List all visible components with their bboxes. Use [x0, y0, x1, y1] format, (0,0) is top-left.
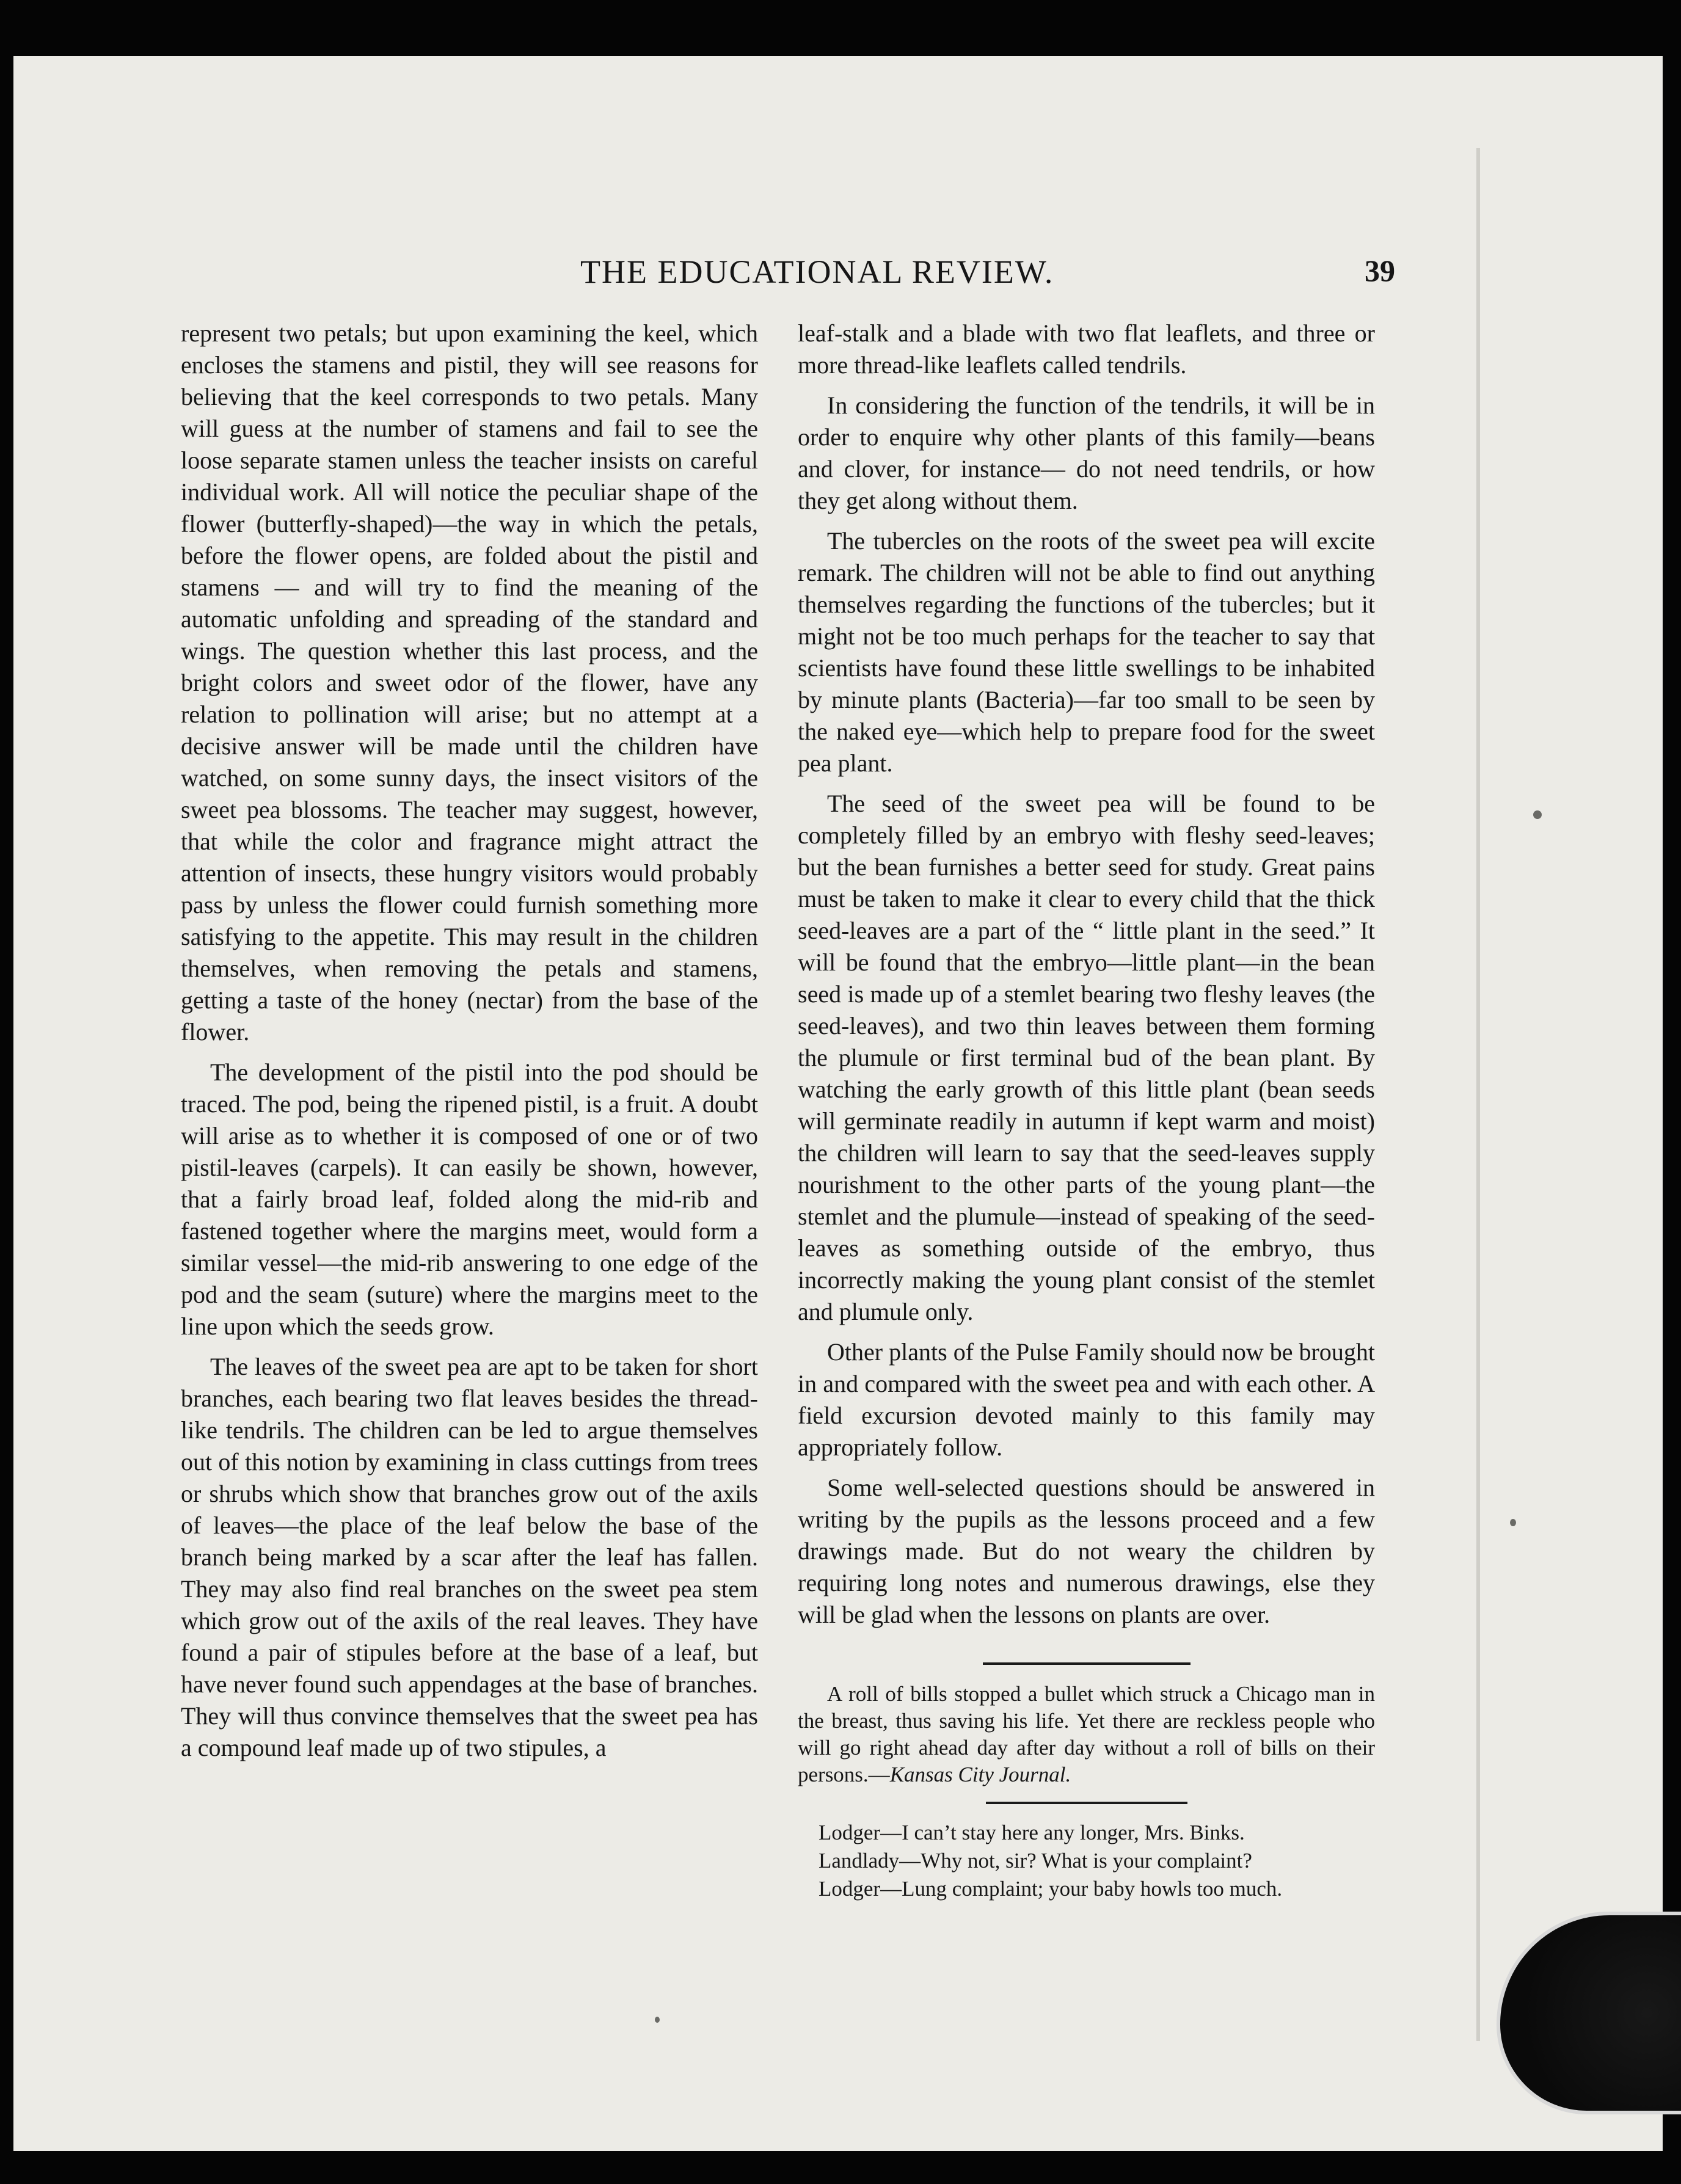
scan-speck [1510, 1519, 1516, 1526]
scan-speck [655, 2017, 660, 2023]
paragraph-questions: Some well-selected questions should be answered in writing by the pupils as the lessons proceed and a few drawings made. But do not weary the children by requiring long notes and numerous drawings, else they will be glad when the lessons on plants are over. [798, 1474, 1375, 1628]
filler-note-bills [798, 1681, 1375, 1788]
dialogue-line: Lodger—Lung complaint; your baby howls too much. [819, 1877, 1283, 1901]
note-source: Kansas City Journal. [889, 1763, 1071, 1786]
paragraph-seed: The seed of the sweet pea will be found to be completely filled by an embryo with fleshy seed-leaves; but the bean furnishes a better seed for study. Great pains must be taken to make it clear to every child that the thick seed-leaves are a part of the “ little plant in the seed.” It will be found that the embryo—little plant—in the bean seed is made up of a stemlet bearing two fleshy leaves (the seed-leaves), and two thin leaves between them forming the plumule or first terminal bud of the bean plant. By watching the early growth of this little plant (bean seeds will germinate readily in autumn if kept warm and moist) the children will learn to say that the seed-leaves supply nourishment to the other parts of the young plant—the stemlet and the plumule—instead of speaking of the seed-leaves as something outside of the embryo, thus incorrectly making the young plant consist of the stemlet and plumule only. [798, 790, 1375, 1325]
page-edge-shadow [1476, 148, 1480, 2041]
divider-rule-short [986, 1802, 1187, 1804]
filler-dialogue [798, 1819, 1375, 1903]
divider-rule [983, 1662, 1191, 1665]
scan-speck [1533, 810, 1542, 819]
running-head: THE EDUCATIONAL REVIEW. [580, 253, 1054, 290]
left-column [181, 318, 758, 1764]
page-number: 39 [1365, 253, 1395, 288]
paragraph-pulse-family: Other plants of the Pulse Family should now be brought in and compared with the sweet pea and with each other. A field excursion devoted mainly to this family may appropriately follow. [798, 1338, 1375, 1461]
paragraph-tubercles: The tubercles on the roots of the sweet pea will excite remark. The children will not be able to find out anything themselves regarding the functions of the tubercles; but it might not be too much perhaps for the teacher to say that scientists have found these little swellings to be inhabited by minute plants (Bacteria)—far too small to be seen by the naked eye—which help to prepare food for the sweet pea plant. [798, 527, 1375, 777]
note-text: A roll of bills stopped a bullet which struck a Chicago man in the breast, thus saving his life. Yet there are reckless people who will go right ahead day after day without a roll of bills on their persons.— [798, 1682, 1375, 1786]
dialogue-line: Landlady—Why not, sir? What is your complaint? [819, 1849, 1252, 1873]
paragraph-pod-development: The development of the pistil into the pod should be traced. The pod, being the ripened pistil, is a fruit. A doubt will arise as to whether it is composed of one or of two pistil-leaves (carpels). It can easily be shown, however, that a fairly broad leaf, folded along the mid-rib and fastened together where the margins meet, would form a similar vessel—the mid-rib answering to one edge of the pod and the seam (suture) where the margins meet to the line upon which the seeds grow. [181, 1058, 758, 1340]
dialogue-line: Lodger—I can’t stay here any longer, Mrs. Binks. [819, 1821, 1245, 1844]
paragraph-leaf-stalk: leaf-stalk and a blade with two flat leaflets, and three or more thread-like leaflets called tendrils. [798, 319, 1375, 379]
page-header [13, 253, 1663, 302]
right-column [798, 318, 1375, 1903]
paragraph-pistil-continued: represent two petals; but upon examining the keel, which encloses the stamens and pistil, they will see reasons for believing that the keel corresponds to two petals. Many will guess at the number of stamens and fail to see the loose separate stamen unless the teacher insists on careful individual work. All will notice the peculiar shape of the flower (butterfly-shaped)—the way in which the petals, before the flower opens, are folded about the pistil and stamens — and will try to find the meaning of the automatic unfolding and spreading of the standard and wings. The question whether this last process, and the bright colors and sweet odor of the flower, have any relation to pollination will arise; but no attempt at a decisive answer will be made until the children have watched, on some sunny days, the insect visitors of the sweet pea blossoms. The teacher may suggest, however, that while the color and fragrance might attract the attention of insects, these hungry visitors would probably pass by unless the flower could furnish something more satisfying to the appetite. This may result in the children themselves, when removing the petals and stamens, getting a taste of the honey (nectar) from the base of the flower. [181, 319, 758, 1046]
paragraph-tendrils: In considering the function of the tendrils, it will be in order to enquire why other plants of this family—beans and clover, for instance— do not need tendrils, or how they get along without them. [798, 391, 1375, 514]
paragraph-leaves: The leaves of the sweet pea are apt to be taken for short branches, each bearing two flat leaves besides the thread-like tendrils. The children can be led to argue themselves out of this notion by examining in class cuttings from trees or shrubs which show that branches grow out of the axils of leaves—the place of the leaf below the base of the branch being marked by a scar after the leaf has fallen. They may also find real branches on the sweet pea stem which grow out of the axils of the real leaves. They have found a pair of stipules before at the base of a leaf, but have never found such appendages at the base of branches. They will thus convince themselves that the sweet pea has a compound leaf made up of two stipules, a [181, 1353, 758, 1761]
scanned-page [13, 56, 1663, 2151]
